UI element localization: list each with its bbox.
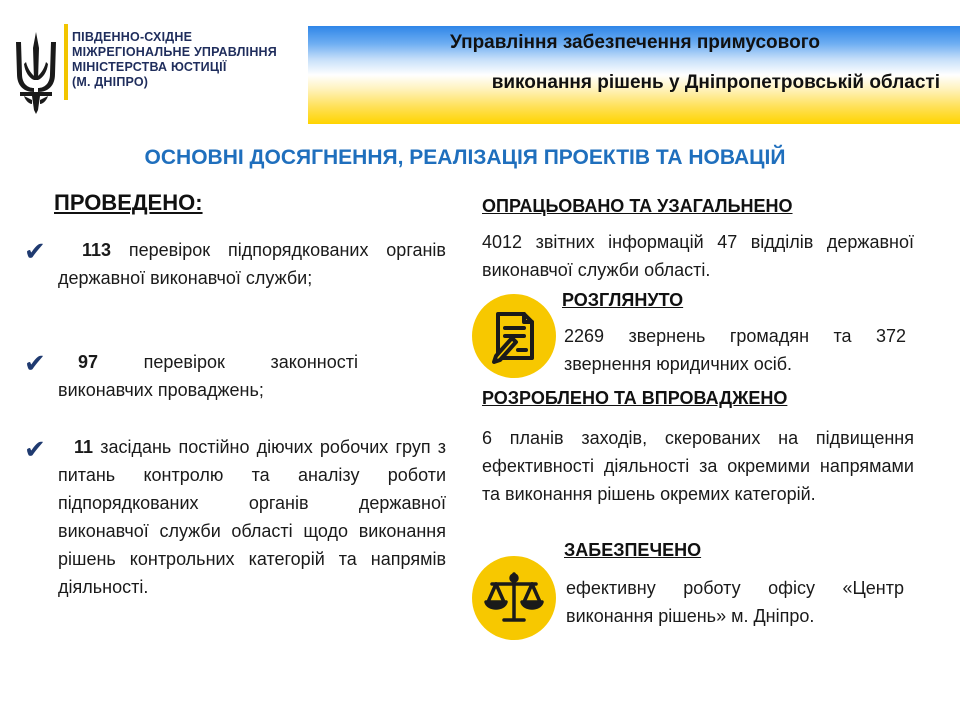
processed-text: 4012 звітних інформацій 47 відділів державної виконавчої служби області. (482, 232, 914, 280)
page-title: ОСНОВНІ ДОСЯГНЕННЯ, РЕАЛІЗАЦІЯ ПРОЕКТІВ ТА НОВАЦІЙ (144, 146, 786, 169)
ensured-text: ефективну роботу офісу «Центр виконання рішень» м. Дніпро. (566, 578, 904, 626)
banner-title-line-1: Управління забезпечення примусового (450, 32, 820, 53)
reviewed-heading: РОЗГЛЯНУТО (562, 290, 684, 310)
checkmark-icon: ✔ (24, 348, 46, 378)
ensured-heading: ЗАБЕЗПЕЧЕНО (564, 540, 702, 560)
organization-name-line: ПІВДЕННО-СХІДНЕ (72, 30, 193, 44)
item-number: 11 (74, 437, 94, 457)
organization-name-line: МІНІСТЕРСТВА ЮСТИЦІЇ (72, 60, 227, 74)
organization-name (72, 30, 312, 90)
developed-heading: РОЗРОБЛЕНО ТА ВПРОВАДЖЕНО (482, 388, 788, 408)
item-number: 113 (82, 240, 112, 260)
organization-name-line: МІЖРЕГІОНАЛЬНЕ УПРАВЛІННЯ (72, 45, 277, 59)
developed-text: 6 планів заходів, скерованих на підвищення ефективності діяльності за окремими напрямами та виконання рішень окремих категорій. (482, 428, 914, 504)
checkmark-icon: ✔ (24, 434, 46, 464)
checkmark-icon: ✔ (24, 236, 46, 266)
trident-icon (12, 28, 60, 116)
processed-heading: ОПРАЦЬОВАНО ТА УЗАГАЛЬНЕНО (482, 196, 793, 216)
list-item (58, 348, 358, 404)
reviewed-text: 2269 звернень громадян та 372 звернення юридичних осіб. (564, 326, 906, 374)
item-number: 97 (78, 352, 99, 372)
list-item (58, 433, 446, 601)
list-item (58, 236, 446, 292)
item-text: перевірок законності виконавчих проваджень; (58, 352, 358, 400)
item-text: перевірок підпорядкованих органів державної виконавчої служби; (58, 240, 446, 288)
conducted-heading: ПРОВЕДЕНО: (54, 190, 203, 215)
item-text: засідань постійно діючих робочих груп з питань контролю та аналізу роботи підпорядкованих органів державної виконавчої служби області щодо виконання рішень контрольних категорій та напрямів діяльності. (58, 437, 446, 597)
document-pen-icon (472, 294, 556, 378)
organization-name-line: (М. ДНІПРО) (72, 75, 149, 89)
banner-title-line-2: виконання рішень у Дніпропетровській області (491, 72, 940, 93)
logo-divider (64, 24, 68, 100)
scales-icon (472, 556, 556, 640)
